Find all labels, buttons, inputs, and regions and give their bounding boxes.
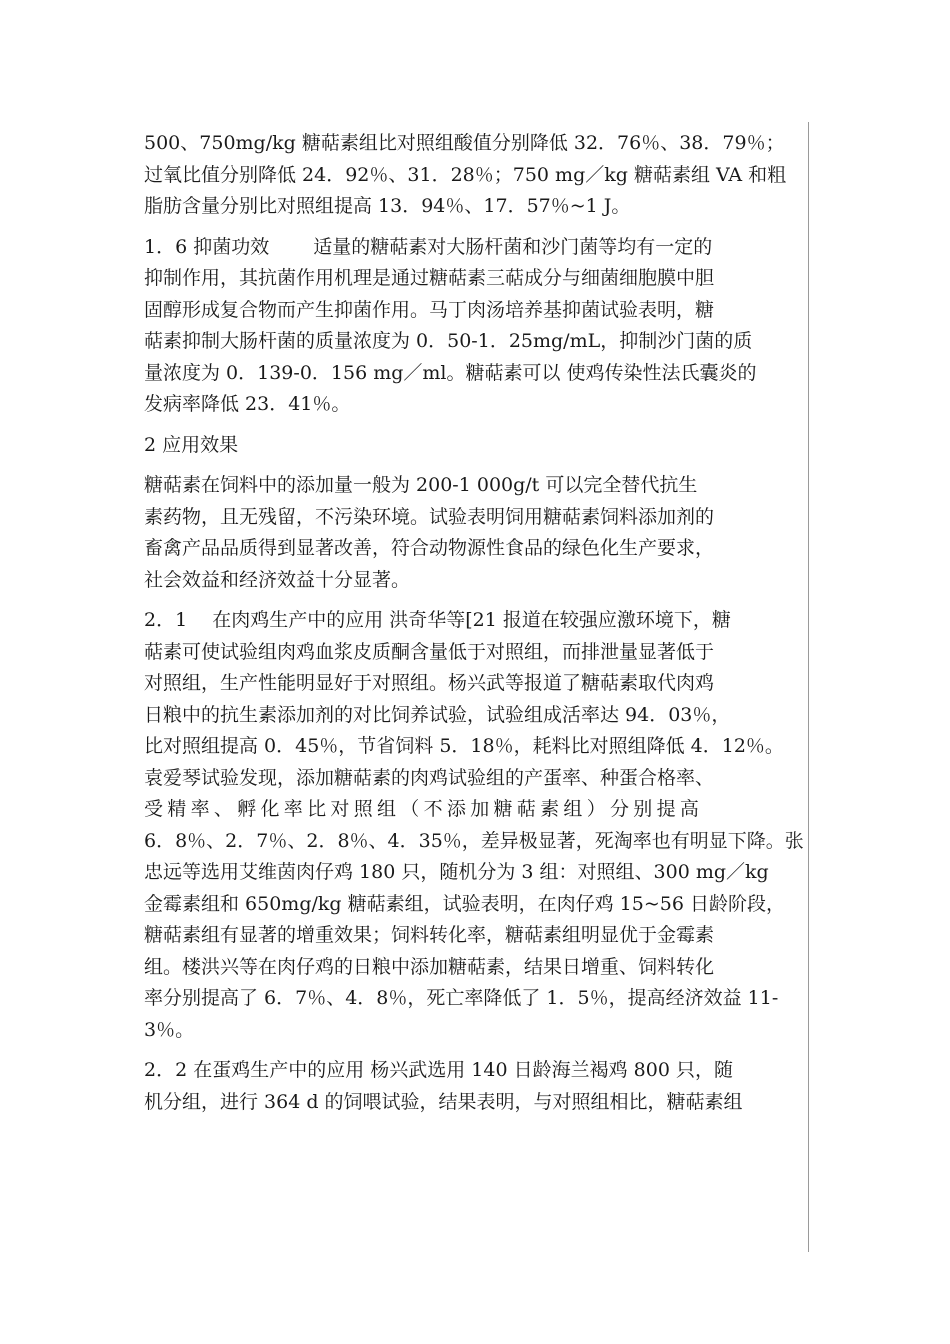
text-line: 忠远等选用艾维茵肉仔鸡 180 只，随机分为 3 组：对照组、300 mg／kg — [144, 861, 769, 883]
heading-text: 2 应用效果 — [144, 433, 239, 456]
text-line: 组。楼洪兴等在肉仔鸡的日粮中添加糖萜素，结果日增重、饲料转化 — [144, 955, 715, 978]
text-line: 脂肪含量分别比对照组提高 13．94％、17．57％~1 J。 — [144, 195, 631, 217]
text-line: 2．1 在肉鸡生产中的应用 洪奇华等[21 报道在较强应激环境下，糖 — [144, 609, 731, 631]
text-line: 抑制作用，其抗菌作用机理是通过糖萜素三萜成分与细菌细胞膜中胆 — [144, 267, 715, 289]
paragraph-antibacterial — [144, 232, 806, 421]
text-line: 3％。 — [144, 1018, 195, 1041]
text-line: 受精率、孵化率比对照组（不添加糖萜素组）分别提高 — [144, 798, 704, 820]
paragraph-application — [144, 470, 806, 596]
paragraph-layer — [144, 1055, 806, 1118]
text-line: 过氧比值分别降低 24．92％、31．28％；750 mg／kg 糖萜素组 VA 和粗 — [144, 163, 787, 186]
text-line: 量浓度为 0．139-0．156 mg／ml。糖萜素可以 使鸡传染性法氏囊炎的 — [144, 361, 757, 384]
text-line: 畜禽产品品质得到显著改善，符合动物源性食品的绿色化生产要求， — [144, 537, 715, 559]
text-line: 发病率降低 23．41％。 — [144, 393, 351, 415]
text-line: 率分别提高了 6．7％、4．8％，死亡率降低了 1．5％，提高经济效益 11- — [144, 987, 779, 1009]
section-heading — [144, 430, 806, 462]
text-line: 糖萜素在饲料中的添加量一般为 200-1 000g/t 可以完全替代抗生 — [144, 474, 698, 496]
text-line: 萜素抑制大肠杆菌的质量浓度为 0．50-1．25mg/mL，抑制沙门菌的质 — [144, 330, 753, 352]
text-line: 社会效益和经济效益十分显著。 — [144, 568, 411, 591]
paragraph-broiler — [144, 605, 806, 1046]
paragraph-acid-value — [144, 128, 806, 223]
text-line: 糖萜素组有显著的增重效果；饲料转化率，糖萜素组明显优于金霉素 — [144, 924, 715, 946]
text-line: 500、750mg/kg 糖萜素组比对照组酸值分别降低 32．76％、38．79％； — [144, 132, 785, 154]
document-body — [144, 128, 806, 1127]
text-line: 6．8％、2．7％、2．8％、4．35％，差异极显著，死淘率也有明显下降。张 — [144, 829, 804, 852]
text-line: 1．6 抑菌功效 适量的糖萜素对大肠杆菌和沙门菌等均有一定的 — [144, 235, 713, 258]
right-margin-rule — [808, 122, 809, 1252]
text-line: 日粮中的抗生素添加剂的对比饲养试验，试验组成活率达 94．03％， — [144, 703, 731, 726]
text-line: 2．2 在蛋鸡生产中的应用 杨兴武选用 140 日龄海兰褐鸡 800 只，随 — [144, 1059, 733, 1081]
text-line: 萜素可使试验组肉鸡血浆皮质酮含量低于对照组，而排泄量显著低于 — [144, 640, 715, 663]
text-line: 素药物，且无残留，不污染环境。试验表明饲用糖萜素饲料添加剂的 — [144, 505, 715, 528]
text-line: 对照组，生产性能明显好于对照组。杨兴武等报道了糖萜素取代肉鸡 — [144, 672, 715, 694]
text-line: 比对照组提高 0．45％，节省饲料 5．18％，耗料比对照组降低 4．12％。 — [144, 735, 784, 757]
text-line: 金霉素组和 650mg/kg 糖萜素组，试验表明，在肉仔鸡 15~56 日龄阶段， — [144, 892, 785, 915]
text-line: 袁爱琴试验发现，添加糖萜素的肉鸡试验组的产蛋率、种蛋合格率、 — [144, 766, 715, 789]
text-line: 固醇形成复合物而产生抑菌作用。马丁肉汤培养基抑菌试验表明，糖 — [144, 298, 715, 321]
text-line: 机分组，进行 364 d 的饲喂试验，结果表明，与对照组相比，糖萜素组 — [144, 1090, 743, 1113]
